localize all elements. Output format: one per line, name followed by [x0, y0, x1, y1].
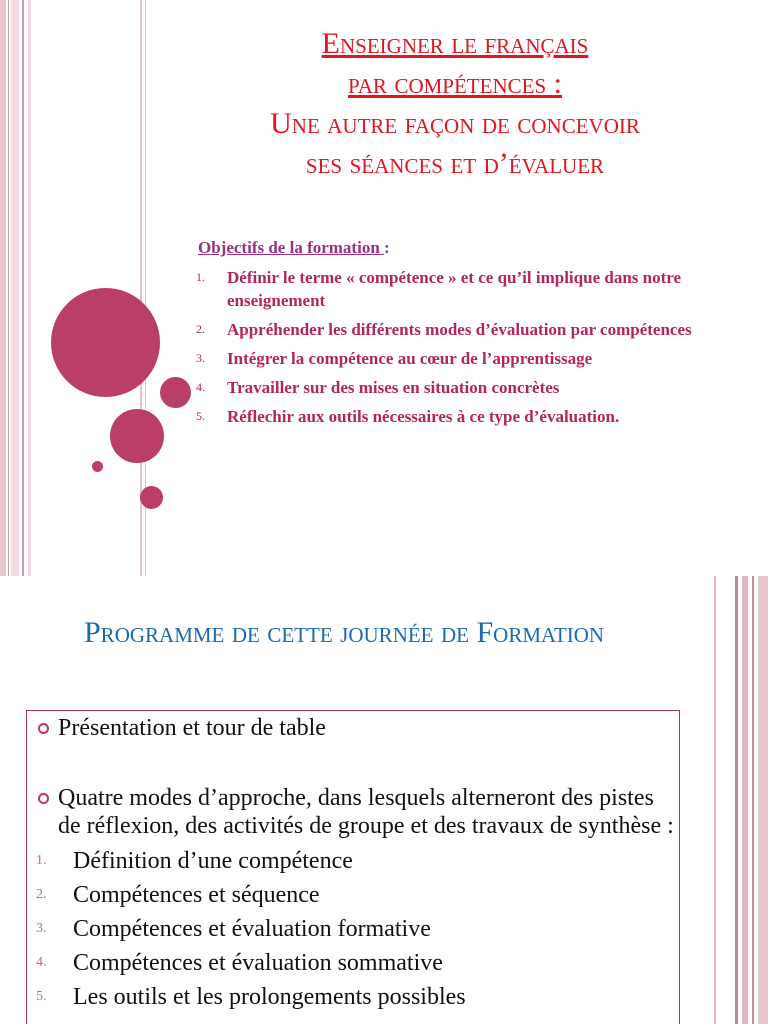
objective-text: Définir le terme « compétence » et ce qu’il implique dans notre enseignement — [227, 268, 682, 310]
objectives-list — [196, 266, 756, 434]
bullet-item — [36, 784, 676, 840]
program-content — [36, 714, 676, 1014]
slide-1-title — [160, 24, 750, 184]
objective-text: Réflechir aux outils nécessaires à ce type d’évaluation. — [227, 407, 620, 426]
program-text: Les outils et les prolongements possibles — [73, 984, 466, 1010]
decorative-stripe — [742, 576, 748, 1024]
objective-number: 1. — [196, 270, 205, 284]
objective-number: 3. — [196, 351, 205, 365]
decorative-stripe — [22, 0, 24, 576]
bullet-item — [36, 714, 676, 742]
decorative-circle — [110, 409, 164, 463]
decorative-stripe — [758, 576, 768, 1024]
decorative-stripe — [735, 576, 738, 1024]
bullet-ring-icon — [38, 723, 49, 734]
program-number: 1. — [36, 853, 47, 868]
decorative-circle-large — [51, 288, 160, 397]
program-number: 3. — [36, 921, 47, 936]
slide-2-title: Programme de cette journée de Formation — [84, 616, 605, 649]
decorative-circle — [92, 461, 103, 472]
program-number: 4. — [36, 955, 47, 970]
bullet-text: Présentation et tour de table — [58, 715, 326, 741]
program-text: Compétences et séquence — [73, 882, 320, 908]
title-line: ses séances et d’évaluer — [305, 147, 605, 180]
title-line: par compétences : — [348, 67, 562, 100]
slide-2 — [0, 576, 768, 1024]
title-line: Enseigner le français — [321, 27, 589, 60]
objective-number: 5. — [196, 409, 205, 423]
objective-item — [196, 405, 756, 428]
decorative-stripe — [8, 0, 9, 576]
objective-number: 2. — [196, 322, 205, 336]
program-text: Compétences et évaluation formative — [73, 916, 431, 942]
decorative-circle — [140, 486, 163, 509]
decorative-stripe — [28, 0, 31, 576]
program-item — [36, 878, 676, 912]
program-number: 5. — [36, 989, 47, 1004]
objective-text: Intégrer la compétence au cœur de l’apprentissage — [227, 349, 593, 368]
program-item — [36, 946, 676, 980]
program-text: Compétences et évaluation sommative — [73, 950, 443, 976]
bullet-ring-icon — [38, 793, 49, 804]
decorative-stripe — [752, 576, 754, 1024]
objective-item — [196, 347, 756, 370]
objective-number: 4. — [196, 380, 205, 394]
objectives-heading-colon: : — [384, 238, 390, 257]
objective-item — [196, 318, 756, 341]
objective-text: Appréhender les différents modes d’évaluation par compétences — [227, 320, 692, 339]
objective-item — [196, 266, 756, 312]
decorative-stripe — [714, 576, 716, 1024]
objectives-heading-text: Objectifs de la formation — [198, 238, 385, 257]
objective-text: Travailler sur des mises en situation concrètes — [227, 378, 560, 397]
bullet-text: Quatre modes d’approche, dans lesquels alterneront des pistes de réflexion, des activités de groupe et des travaux de synthèse : — [58, 785, 674, 839]
objectives-heading — [198, 238, 390, 258]
program-item — [36, 844, 676, 878]
decorative-circle — [160, 377, 191, 408]
program-item — [36, 980, 676, 1014]
program-number: 2. — [36, 887, 47, 902]
objective-item — [196, 376, 756, 399]
program-text: Définition d’une compétence — [73, 848, 353, 874]
program-list — [36, 844, 676, 1014]
program-item — [36, 912, 676, 946]
decorative-stripe — [11, 0, 19, 576]
title-line: Une autre façon de concevoir — [270, 107, 640, 140]
decorative-stripe — [0, 0, 6, 576]
